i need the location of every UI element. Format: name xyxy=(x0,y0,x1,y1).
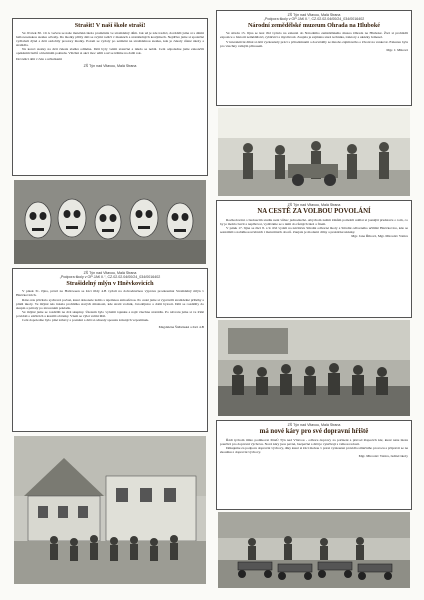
article-title: Strašit! V naší škole straší! xyxy=(74,22,146,29)
article-title: má nové káry pro své dopravní hřiště xyxy=(259,428,369,436)
paragraph: V interaktivní dílně si děti vyzkoušely práci s přírodninami a dozvěděly se mnoho zajímavého o životě na venkově. Exkurze byla pro všechny velkým přínosem. xyxy=(220,39,408,48)
article-traffic-playground xyxy=(216,420,412,510)
article-career-choice xyxy=(216,200,412,318)
paragraph: Rozhodování o budoucím studiu není vůbec jednoduché. Abychom našim žákům pomohli udělat si jasnější představu o tom, co by je mohlo bavit a naplňovat, vydáváme se s nimi do různých škol a firem. xyxy=(220,217,408,226)
paragraph: Ve mlýně jsme se rozdělili na dvě skupiny. Úkolem bylo vyluštit tajenku a najít všechna strašidla. Po návratu jsme si ve třídě povídali o zážitcích a kreslili obrázky. Všem se výlet velmi líbil. xyxy=(16,309,204,318)
classroom-photo xyxy=(218,320,410,416)
mill-group-photo xyxy=(14,436,206,584)
paragraph: Děkujeme za podporu dopravní výchovy, díky které si žáci mohou v praxi vyzkoušet pravidla silničního provozu a připravit se na zkoušku z dopravní výchovy. xyxy=(220,445,408,454)
masks-photo xyxy=(14,180,206,264)
paragraph: Řádí tychom tímto poděkovat MAÚ Týn nad Vltavou - odboru dopravy za pořízení a převod šlapacích kár, které naše škola používá pro dopravní výchovu. Nové káry jsou pevné, bezpečné a děti je využívají s velkou radostí. xyxy=(220,437,408,446)
article-project: „Podpora školy v OP JAK II.“, CZ.02.02.04/00/24_034/0016402 xyxy=(59,275,161,280)
article-title: Strašidelný mlýn v Hněvkovicích xyxy=(66,280,154,288)
article-header: ZŠ Týn nad Vltavou, Malá Strana xyxy=(287,423,341,427)
museum-illustration xyxy=(218,108,410,196)
article-body xyxy=(16,31,204,55)
mill-illustration xyxy=(14,436,206,584)
karts-photo xyxy=(218,512,410,588)
article-signature: Dovádící děti v čele s učitelkami xyxy=(16,57,62,62)
article-ghosts xyxy=(12,18,208,176)
museum-photo xyxy=(218,108,410,196)
article-body xyxy=(220,438,408,454)
article-signature: Mgr. Jana Říhová, Mgr. Miroslav Vašica xyxy=(351,233,408,238)
paragraph: Ve čtvrtek 30. 10. k večeru se naše mateřská škola proměnila ve strašidelný dům. Jak už je zde tradicí, dověděli jsme si s dětmi halloweenskou stezku odvahy. Do školky přišly děti se svými rodiči v maskách a strašidelných kostýmech. Nejdříve jsme si společně vydlabali dýně a děti ozdobily prostory školky. Potom se vydaly po setmění na strašidelnou stezku, kde je čekaly různé úkoly a strašidla. xyxy=(16,31,204,48)
article-project: „Podpora školy v OP JAK II.“, CZ.02.02.04/00/24_034/0016402 xyxy=(263,17,365,22)
paragraph: Ve středu 15. října se šest tříd vydalo na exkurzi do Národního zemědělského muzea Ohrada na Hluboké. Žáci si prohlédli expozice o historii zemědělství, rybářství a myslivosti. Zaujala je zejména stará technika, traktory a ukázky řemesel. xyxy=(220,31,408,40)
article-header: ZŠ Týn nad Vltavou, Malá Strana xyxy=(287,203,341,207)
article-agriculture-museum xyxy=(216,10,412,106)
article-haunted-mill xyxy=(12,268,208,432)
article-header: ZŠ Týn nad Vltavou, Malá Strana xyxy=(83,271,137,275)
article-header: ZŠ Týn nad Vltavou, Malá Strana xyxy=(287,13,341,17)
karts-illustration xyxy=(218,512,410,588)
article-signature: Magdaléna Štěběnská a žáci 4.B xyxy=(158,324,204,329)
paragraph: V pátek 17. října se žáci 8. a 9. tříd vydali na návštěvu Střední odborné školy a Střední odborného učiliště Hněvkovice, kde se seznámili s nabídkou učebních i maturitních oborů. Zaujala je moderní dílny a praktické ukázky. xyxy=(220,225,408,234)
paragraph: Celé dopoledne bylo plné zábavy a poznání a děti si odnesly spoustu krásných vzpomínek. xyxy=(22,317,149,322)
article-body xyxy=(16,289,204,321)
article-signature: Mgr. J. Míková xyxy=(386,47,408,52)
article-title: NA CESTĚ ZA VOLBOU POVOLÁNÍ xyxy=(257,208,371,216)
paragraph: Na konci stezky na děti čekala sladká odměna. Děti byly velmi statečné a nikdo se nebál. Celé odpoledne jsme zakončili opékáním buřtů a hledáním pokladu. Všichni si akci moc užili a už se těšíme na další rok. xyxy=(16,47,204,56)
masks-illustration xyxy=(14,180,206,264)
article-signature: Mgr. Miroslav Vašica, ředitel školy xyxy=(358,453,408,458)
classroom-illustration xyxy=(218,320,410,416)
article-caption: ZŠ Týn nad Vltavou, Malá Strana xyxy=(83,64,137,69)
article-body xyxy=(220,218,408,234)
paragraph: V pátek 31. října, právě na Halloween se žáci třídy 4.B vydali na dobrodružnou výpravu prozkoumat Strašidelný mlýn v Hněvkovicích. xyxy=(16,289,204,298)
article-body xyxy=(220,31,408,47)
paragraph: Ráno nás přivítalo sychravé počasí, které dokonale ladilo s tajemnou atmosférou. Po cestě jsme si vyprávěli strašidelné příběhy a plnili úkoly. Ve mlýně nás čekala prohlídka starých místností, kde straší vodník, čarodějnice a další bytosti. Děti se rozdělily do skupin a pátraly po ztraceném pokladu. xyxy=(16,297,204,310)
article-title: Národní zemědělské muzeum Ohrada na Hluboké xyxy=(247,22,381,30)
